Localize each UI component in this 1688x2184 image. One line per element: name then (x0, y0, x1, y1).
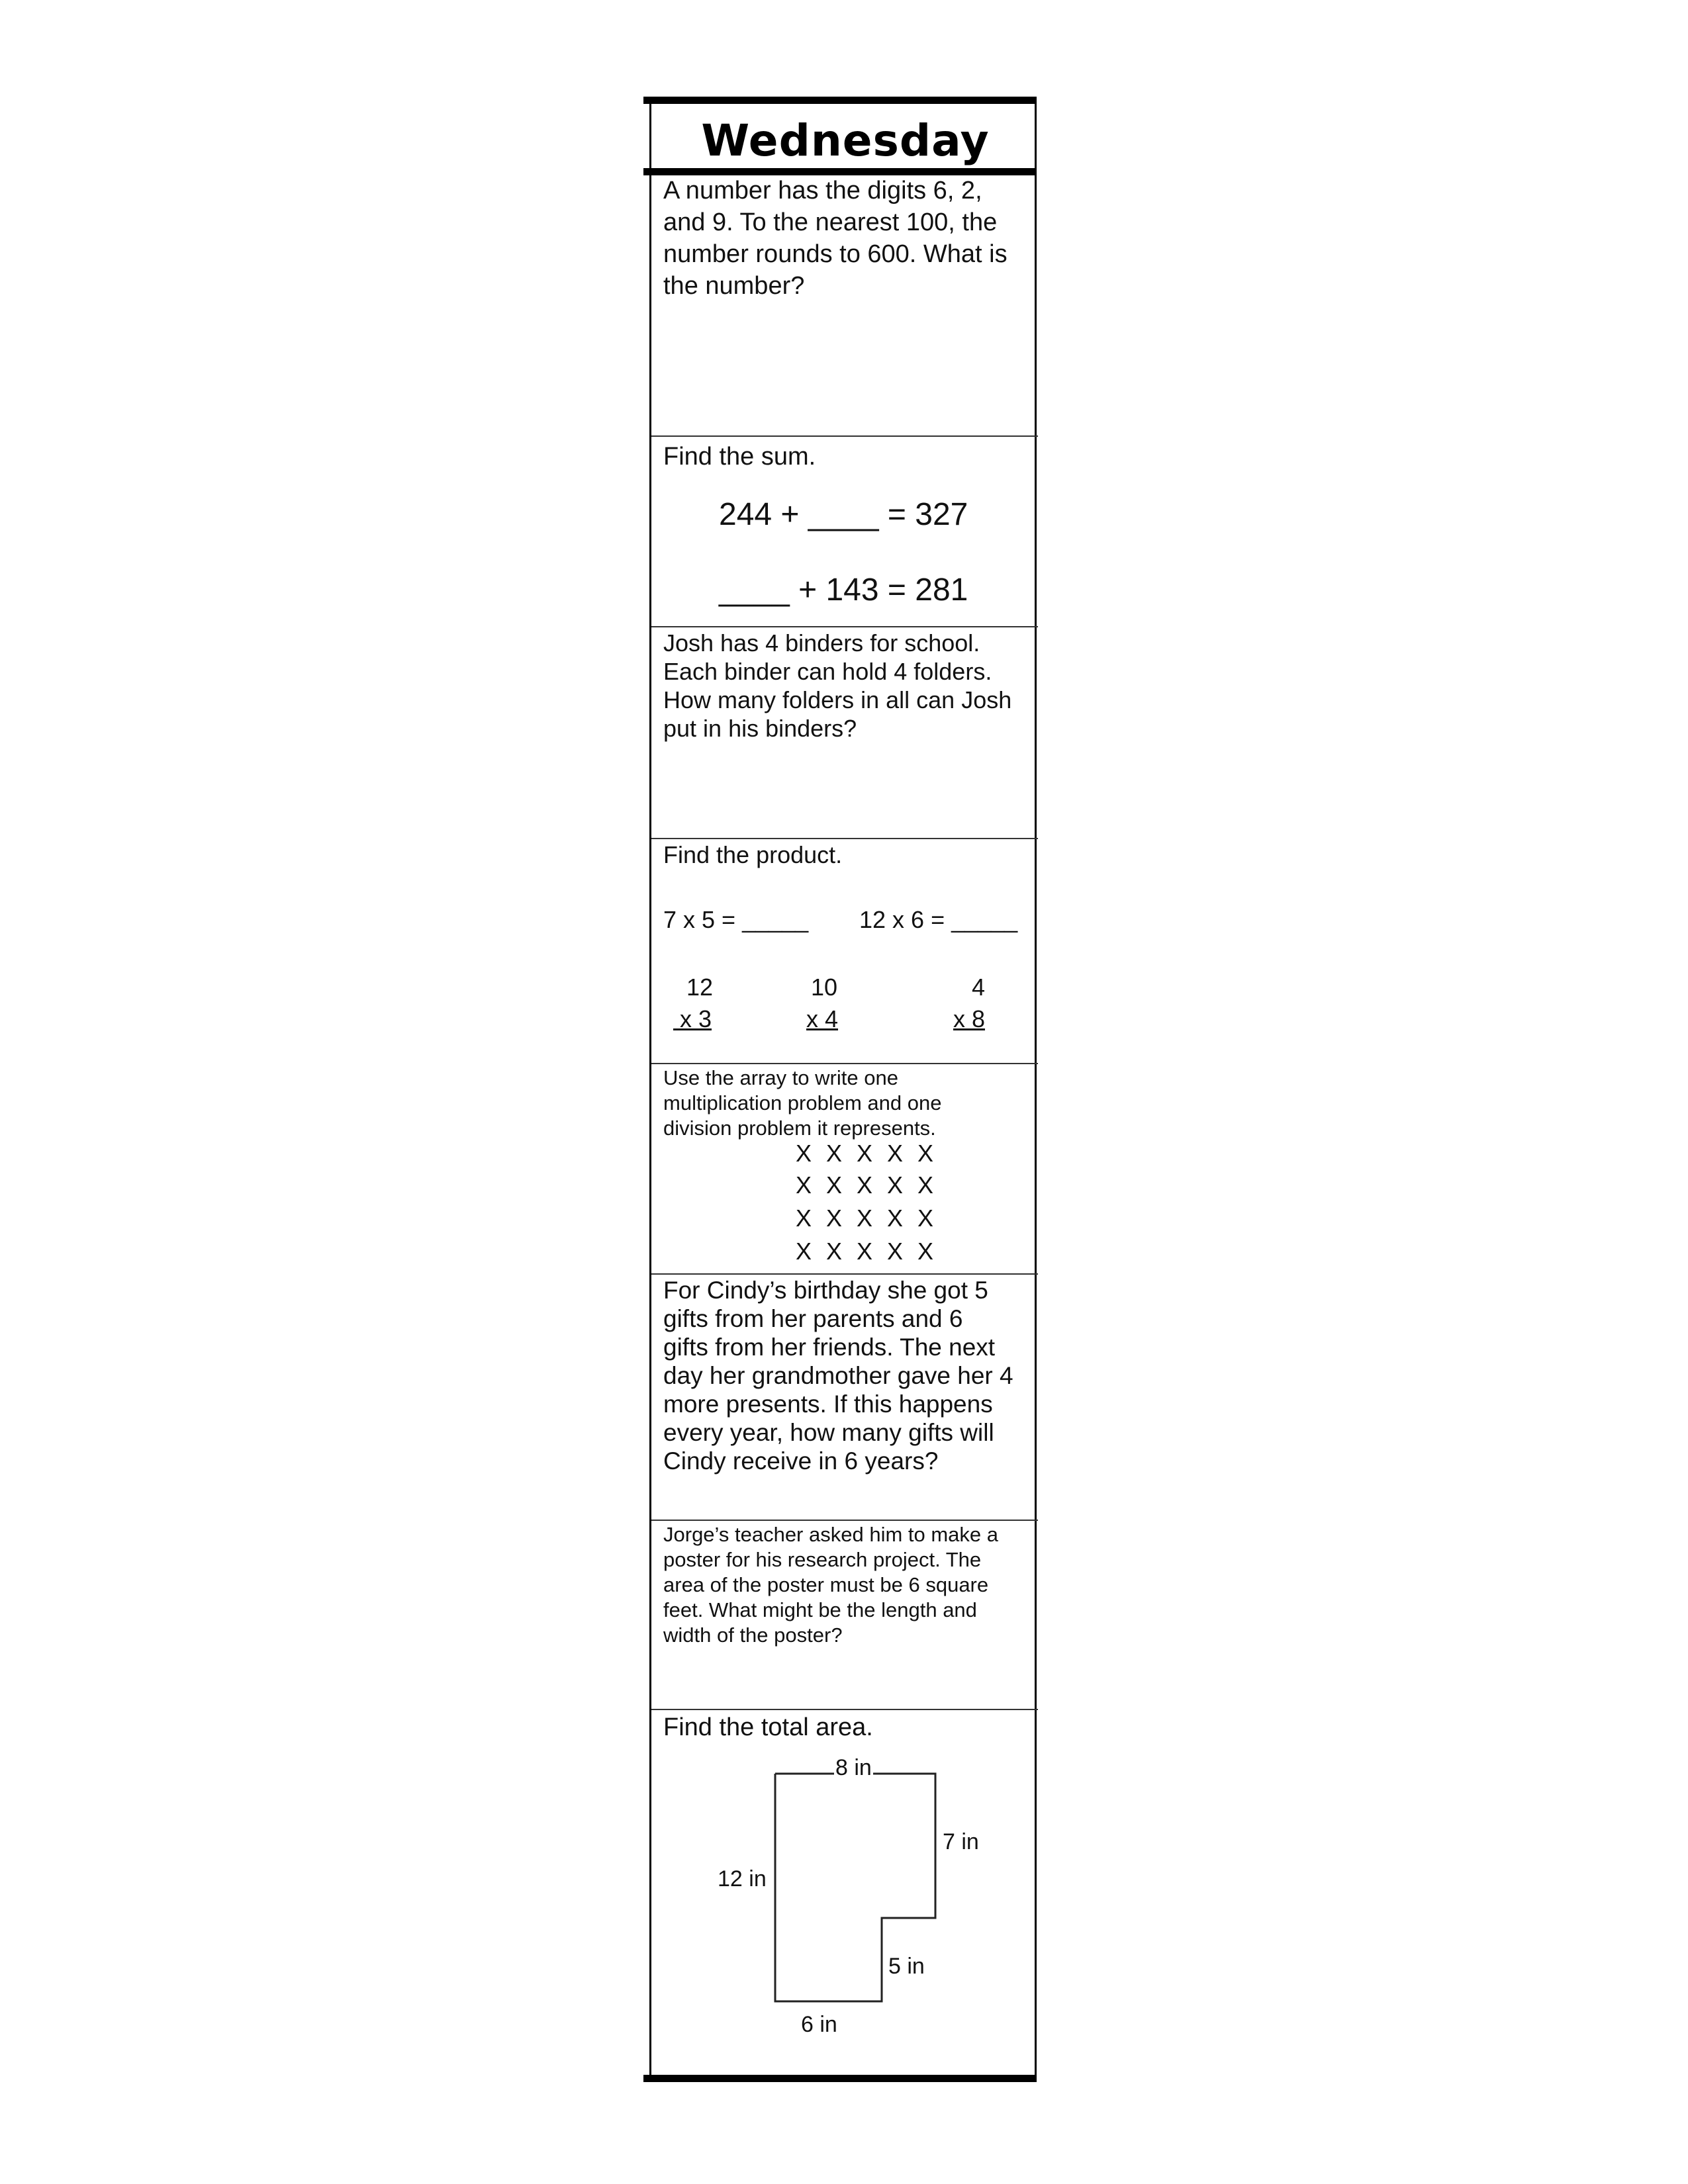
worksheet-column (643, 97, 1037, 2082)
label-top: 8 in (835, 1755, 872, 1780)
vertical-top-3: 4 (971, 974, 985, 1001)
problem-poster: Jorge’s teacher asked him to make a poster for his research project. The area of the poster must be 6 square feet. What might be the length and width of the poster? (663, 1523, 999, 1647)
vertical-top-2: 10 (810, 974, 838, 1001)
array-row: X X X X X (796, 1171, 938, 1199)
sum-equation-1: 244 + ____ = 327 (719, 497, 968, 532)
array-row: X X X X X (796, 1140, 938, 1167)
page-title: Wednesday (701, 115, 990, 166)
label-right: 7 in (943, 1829, 979, 1854)
problem-prompt: Find the product. (663, 841, 843, 868)
product-equation-1: 7 x 5 = _____ (663, 906, 809, 933)
problem-prompt: Find the total area. (663, 1713, 873, 1741)
label-bottom: 6 in (801, 2012, 837, 2037)
problem-prompt: Find the sum. (663, 443, 816, 471)
problem-prompt: Use the array to write one multiplication problem and one division problem it represents. (663, 1066, 942, 1140)
sum-equation-2: ____ + 143 = 281 (719, 572, 968, 608)
vertical-bottom-1: x 3 (673, 1005, 712, 1032)
vertical-top-1: 12 (686, 974, 714, 1001)
label-step: 5 in (888, 1954, 925, 1979)
vertical-bottom-3: x 8 (953, 1005, 985, 1032)
problem-rounding: A number has the digits 6, 2, and 9. To the nearest 100, the number rounds to 600. What is the number? (663, 177, 1008, 300)
vertical-bottom-2: x 4 (806, 1005, 839, 1032)
array-row: X X X X X (796, 1205, 938, 1232)
area-figure (643, 97, 1037, 2082)
product-equation-2: 12 x 6 = _____ (859, 906, 1018, 933)
problem-binders: Josh has 4 binders for school. Each binder can hold 4 folders. How many folders in all can Josh put in his binders? (663, 629, 1012, 742)
array-row: X X X X X (796, 1238, 938, 1265)
problem-birthday: For Cindy’s birthday she got 5 gifts from her parents and 6 gifts from her friends. The next day her grandmother gave her 4 more presents. If this happens every year, how many gifts will Cindy receive in 6 years? (663, 1277, 1013, 1475)
label-left: 12 in (718, 1866, 767, 1891)
